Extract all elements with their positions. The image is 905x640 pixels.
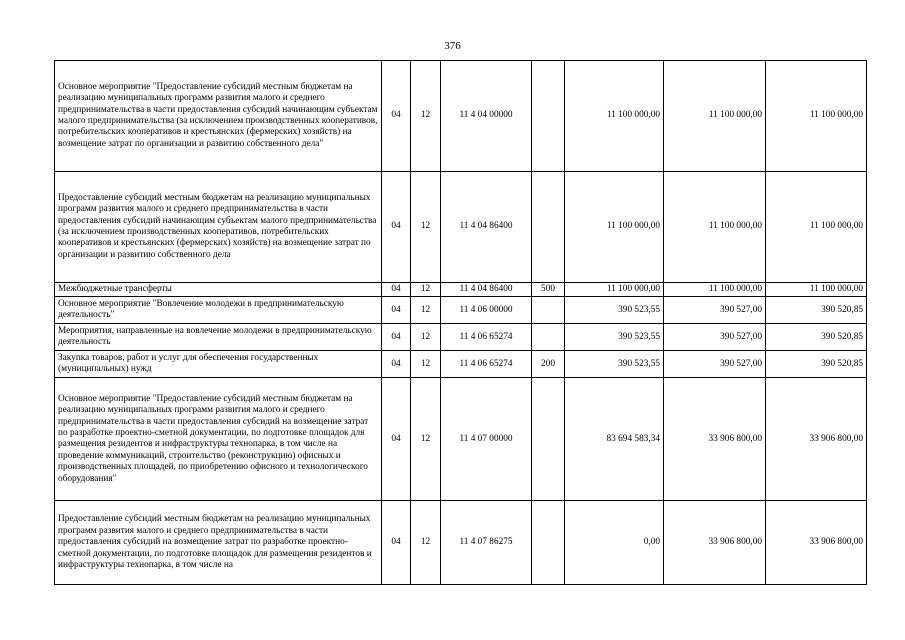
row-amount-1: 11 100 000,00: [565, 61, 664, 172]
table-row: [55, 351, 867, 378]
row-expense-type: [532, 378, 565, 501]
row-name: Мероприятия, направленные на вовлечение молодежи в предпринимательскую деятельность: [55, 324, 382, 351]
row-amount-3: 11 100 000,00: [766, 283, 867, 297]
row-name: Закупка товаров, работ и услуг для обеспечения государственных (муниципальных) нужд: [55, 351, 382, 378]
table-row: [55, 297, 867, 324]
row-subsection-code: 12: [411, 501, 441, 585]
row-section-code: 04: [382, 378, 411, 501]
row-amount-3: 33 906 800,00: [766, 501, 867, 585]
row-name: Межбюджетные трансферты: [55, 283, 382, 297]
row-section-code: 04: [382, 324, 411, 351]
row-expense-type: [532, 501, 565, 585]
row-expense-type: [532, 61, 565, 172]
row-amount-2: 390 527,00: [664, 297, 766, 324]
row-expense-type: [532, 324, 565, 351]
row-target-article: 11 4 07 00000: [441, 378, 532, 501]
row-target-article: 11 4 07 86275: [441, 501, 532, 585]
row-amount-3: 390 520,85: [766, 324, 867, 351]
row-amount-1: 11 100 000,00: [565, 283, 664, 297]
row-section-code: 04: [382, 283, 411, 297]
row-amount-2: 11 100 000,00: [664, 172, 766, 283]
row-subsection-code: 12: [411, 378, 441, 501]
row-name: Предоставление субсидий местным бюджетам на реализацию муниципальных программ развития малого и среднего предпринимательства в части предоставления субсидий начинающим субъектам малого предпринимательства (за исключением производственных кооперативов, потребительских кооперативов и крестьянских (фермерских) хозяйств) на возмещение затрат по организации и развитию собственного дела: [55, 172, 382, 283]
row-subsection-code: 12: [411, 61, 441, 172]
row-amount-2: 390 527,00: [664, 324, 766, 351]
row-target-article: 11 4 06 00000: [441, 297, 532, 324]
row-amount-2: 33 906 800,00: [664, 378, 766, 501]
table-row: [55, 283, 867, 297]
row-amount-3: 33 906 800,00: [766, 378, 867, 501]
row-name: Основное мероприятие "Вовлечение молодежи в предпринимательскую деятельность": [55, 297, 382, 324]
row-amount-3: 390 520,85: [766, 351, 867, 378]
row-section-code: 04: [382, 351, 411, 378]
row-expense-type: 500: [532, 283, 565, 297]
row-amount-2: 11 100 000,00: [664, 283, 766, 297]
row-target-article: 11 4 06 65274: [441, 324, 532, 351]
row-amount-2: 33 906 800,00: [664, 501, 766, 585]
row-subsection-code: 12: [411, 172, 441, 283]
row-subsection-code: 12: [411, 283, 441, 297]
row-amount-1: 0,00: [565, 501, 664, 585]
row-target-article: 11 4 06 65274: [441, 351, 532, 378]
row-expense-type: [532, 297, 565, 324]
row-amount-3: 11 100 000,00: [766, 61, 867, 172]
row-amount-1: 390 523,55: [565, 324, 664, 351]
table-row: [55, 172, 867, 283]
row-expense-type: [532, 172, 565, 283]
row-name: Предоставление субсидий местным бюджетам на реализацию муниципальных программ развития малого и среднего предпринимательства в части предоставления субсидий на возмещение затрат по разработке проектно-сметной документации, по подготовке площадок для размещения резидентов и инфраструктуры технопарка, в том числе на: [55, 501, 382, 585]
row-section-code: 04: [382, 501, 411, 585]
page-number: 376: [444, 40, 461, 52]
row-amount-2: 390 527,00: [664, 351, 766, 378]
row-name: Основное мероприятие "Предоставление субсидий местным бюджетам на реализацию муниципальных программ развития малого и среднего предпринимательства в части предоставления субсидий начинающим субъектам малого предпринимательства (за исключением производственных кооперативов, потребительских кооперативов и крестьянских (фермерских) хозяйств) на возмещение затрат по организации и развитию собственного дела": [55, 61, 382, 172]
row-amount-1: 83 694 583,34: [565, 378, 664, 501]
row-section-code: 04: [382, 297, 411, 324]
row-name: Основное мероприятие "Предоставление субсидий местным бюджетам на реализацию муниципальных программ развития малого и среднего предпринимательства в части предоставления субсидий на возмещение затрат по разработке проектно-сметной документации, по подготовке площадок для размещения резидентов и инфраструктуры технопарка, в том числе на проведение коммуникаций, строительство (реконструкцию) офисных и производственных площадей, по приобретению офисного и технологического оборудования": [55, 378, 382, 501]
row-amount-1: 390 523,55: [565, 297, 664, 324]
row-expense-type: 200: [532, 351, 565, 378]
row-section-code: 04: [382, 61, 411, 172]
row-target-article: 11 4 04 86400: [441, 283, 532, 297]
row-amount-3: 390 520,85: [766, 297, 867, 324]
row-section-code: 04: [382, 172, 411, 283]
row-amount-1: 390 523,55: [565, 351, 664, 378]
row-subsection-code: 12: [411, 324, 441, 351]
table-row: [55, 61, 867, 172]
row-subsection-code: 12: [411, 297, 441, 324]
table-row: [55, 501, 867, 585]
budget-table: [54, 60, 867, 585]
table-row: [55, 378, 867, 501]
row-amount-1: 11 100 000,00: [565, 172, 664, 283]
row-target-article: 11 4 04 00000: [441, 61, 532, 172]
table-body: [55, 61, 867, 585]
row-amount-3: 11 100 000,00: [766, 172, 867, 283]
row-target-article: 11 4 04 86400: [441, 172, 532, 283]
row-subsection-code: 12: [411, 351, 441, 378]
table-row: [55, 324, 867, 351]
row-amount-2: 11 100 000,00: [664, 61, 766, 172]
